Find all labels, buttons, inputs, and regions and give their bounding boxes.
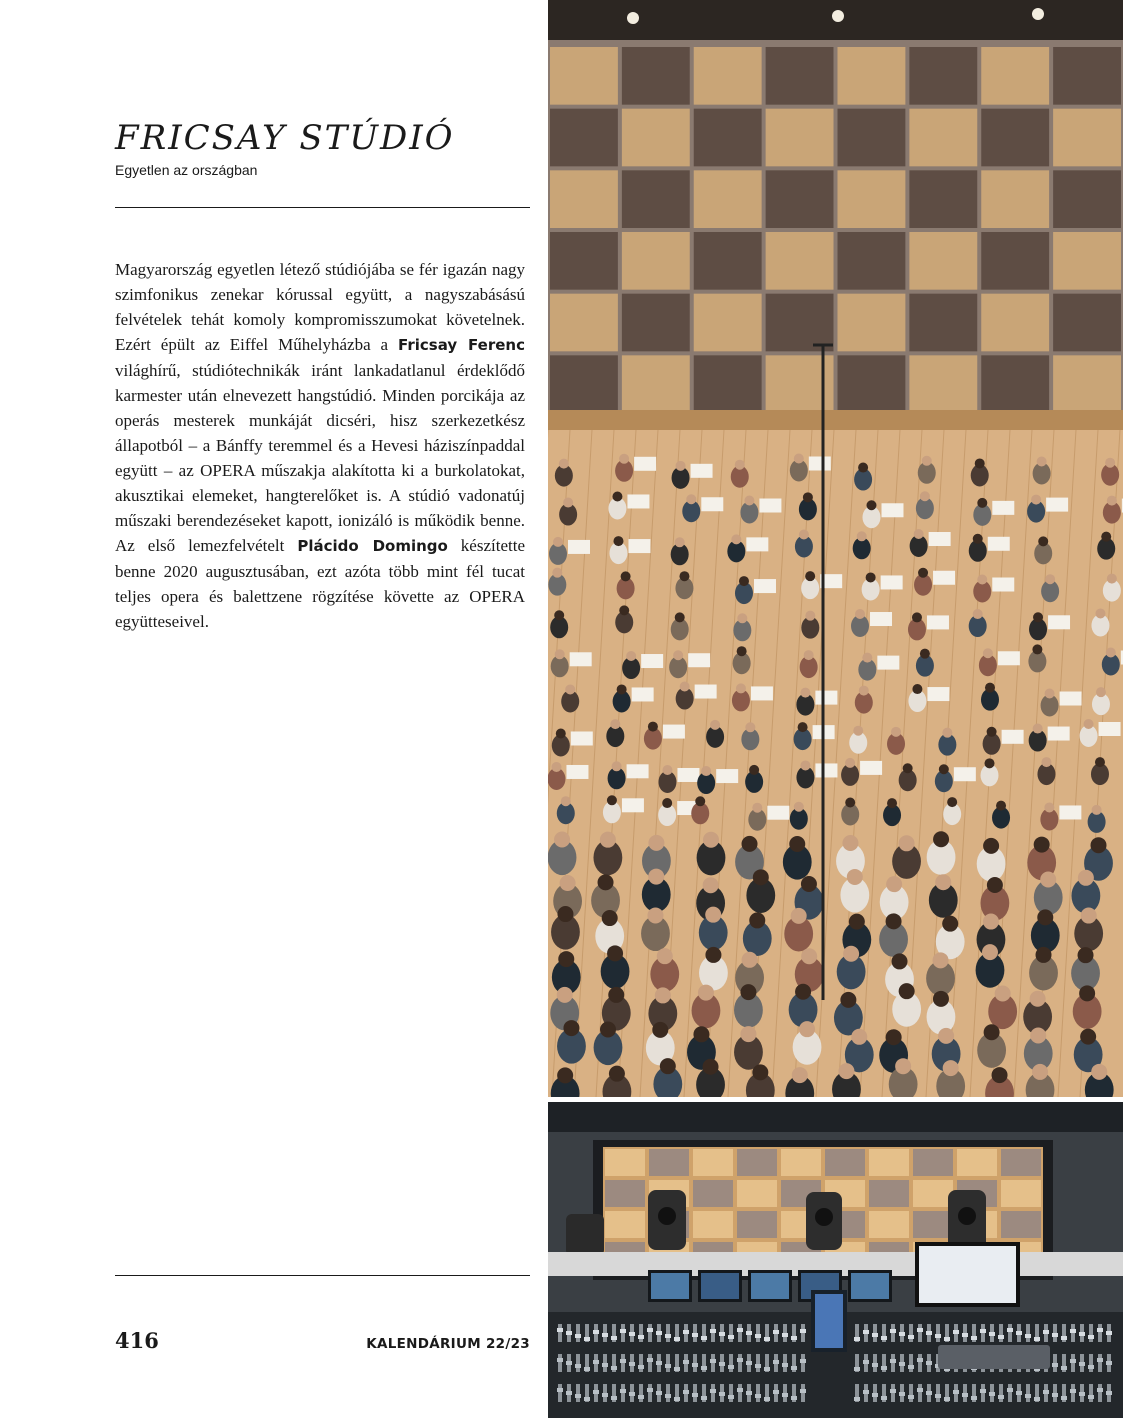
page-number: 416 [115, 1328, 159, 1353]
article-subtitle: Egyetlen az országban [115, 162, 258, 178]
orchestra-recording-photo [548, 0, 1123, 1097]
article-column [115, 0, 530, 1418]
body-bold-run: Plácido Domingo [297, 537, 448, 555]
orchestra-photo-illustration [548, 0, 1123, 1097]
running-title: KALENDÁRIUM 22/23 [366, 1336, 530, 1352]
body-run: készítette benne 2020 augusztusában, ezt azóta több mint fél tucat teljes opera és balettzene rögzítése követte az OPERA együtteseivel. [115, 536, 525, 631]
bottom-divider [115, 1275, 530, 1276]
article-title: FRICSAY STÚDIÓ [115, 118, 455, 158]
article-body [115, 257, 525, 634]
control-room-illustration [548, 1102, 1123, 1418]
control-room-photo [548, 1102, 1123, 1418]
body-run: világhírű, stúdiótechnikák iránt lankadatlanul érdeklődő karmester után elnevezett hangstúdió. Minden porcikája az operás mesterek munkáját dicséri, hisz szerkezetkész állapotból – a Bánffy teremmel és a Hevesi háziszínpaddal együtt – az OPERA műszakja alakította ki a burkolatokat, akusztikai elemeket, hangterelőket is. A stúdió vadonatúj műszaki berendezéseket kapott, ionizáló is működik benne. Az első lemezfelvételt [115, 361, 525, 555]
top-divider [115, 207, 530, 208]
body-bold-run: Fricsay Ferenc [398, 336, 525, 354]
body-run: Magyarország egyetlen létező stúdiójába se fér igazán nagy szimfonikus zenekar kórussal együtt, a nagyszabásású felvételek tehát komoly kompromisszumokat követelnek. Ezért épült az Eiffel Műhelyházba a [115, 260, 525, 354]
